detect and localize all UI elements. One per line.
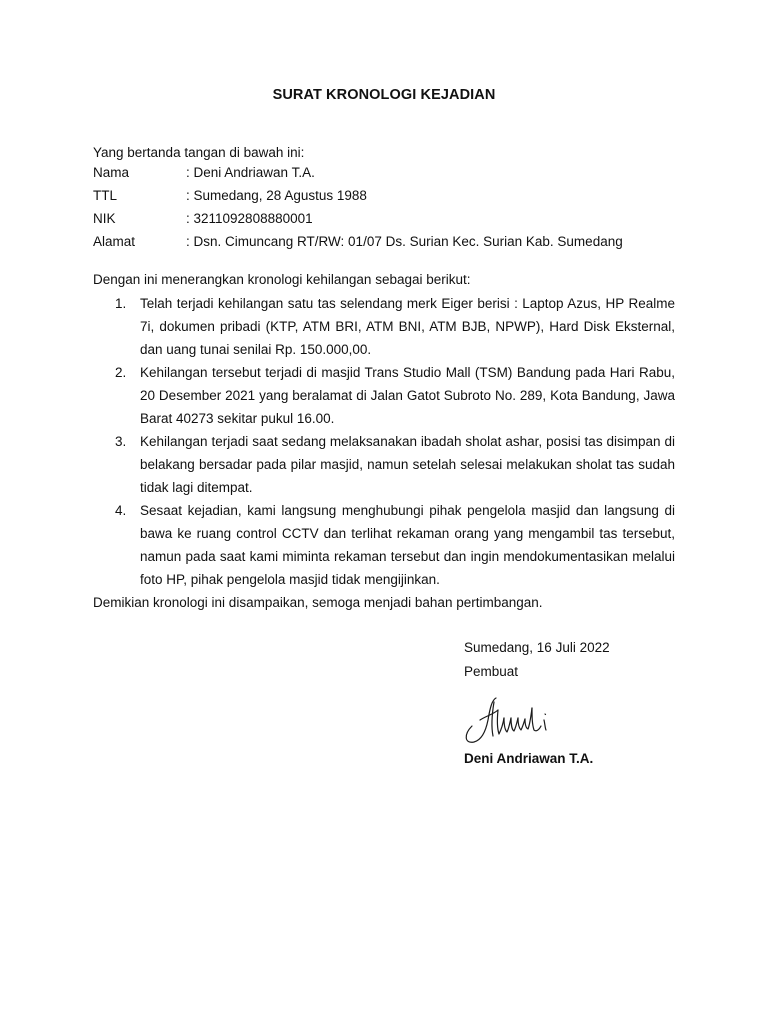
- handwritten-signature: [460, 690, 556, 748]
- field-alamat: [93, 230, 623, 253]
- field-nik: [93, 207, 623, 230]
- field-label: Alamat: [93, 234, 136, 249]
- field-label: Nama: [93, 165, 130, 180]
- field-label: TTL: [93, 188, 118, 203]
- place-date: Sumedang, 16 Juli 2022: [464, 640, 610, 655]
- field-value: : Dsn. Cimuncang RT/RW: 01/07 Ds. Surian Kec. Surian Kab. Sumedang: [186, 234, 623, 249]
- list-item-text: Kehilangan tersebut terjadi di masjid Trans Studio Mall (TSM) Bandung pada Hari Rabu, 20 Desember 2021 yang beralamat di Jalan Gatot Subroto No. 289, Kota Bandung, Jawa Barat 40273 sekitar pukul 16.00.: [140, 365, 675, 426]
- signer-name: Deni Andriawan T.A.: [464, 751, 594, 766]
- signer-role: Pembuat: [464, 664, 519, 679]
- field-value: : Deni Andriawan T.A.: [186, 165, 315, 180]
- list-number: 4.: [115, 503, 127, 518]
- list-item-text: Kehilangan terjadi saat sedang melaksanakan ibadah sholat ashar, posisi tas disimpan di belakang bersadar pada pilar masjid, namun setelah selesai melakukan sholat tas sudah tidak lagi ditempat.: [140, 434, 675, 495]
- closing-text: Demikian kronologi ini disampaikan, semoga menjadi bahan pertimbangan.: [93, 595, 543, 610]
- list-item-text: Telah terjadi kehilangan satu tas selendang merk Eiger berisi : Laptop Azus, HP Realme 7i, dokumen pribadi (KTP, ATM BRI, ATM BNI, ATM BJB, NPWP), Hard Disk Eksternal, dan uang tunai senilai Rp. 150.000,00.: [140, 296, 675, 357]
- list-item-text: Sesaat kejadian, kami langsung menghubungi pihak pengelola masjid dan langsung di bawa ke ruang control CCTV dan terlihat rekaman orang yang mengambil tas tersebut, namun pada saat kami miminta rekaman tersebut dan ingin mendokumentasikan melalui foto HP, pihak pengelola masjid tidak mengijinkan.: [140, 503, 675, 587]
- list-item: [93, 292, 675, 361]
- list-item: [93, 361, 675, 430]
- identity-fields: [93, 161, 623, 253]
- chronology-list: [93, 292, 675, 591]
- intro-text: Yang bertanda tangan di bawah ini:: [93, 145, 305, 160]
- list-number: 1.: [115, 296, 127, 311]
- document-title: SURAT KRONOLOGI KEJADIAN: [272, 87, 496, 103]
- list-item: [93, 430, 675, 499]
- field-nama: [93, 161, 623, 184]
- statement-text: Dengan ini menerangkan kronologi kehilangan sebagai berikut:: [93, 272, 471, 287]
- list-item: [93, 499, 675, 591]
- field-value: : 3211092808880001: [186, 211, 313, 226]
- field-value: : Sumedang, 28 Agustus 1988: [186, 188, 367, 203]
- list-number: 3.: [115, 434, 127, 449]
- field-ttl: [93, 184, 623, 207]
- signature-block: [464, 636, 704, 770]
- list-number: 2.: [115, 365, 127, 380]
- field-label: NIK: [93, 211, 116, 226]
